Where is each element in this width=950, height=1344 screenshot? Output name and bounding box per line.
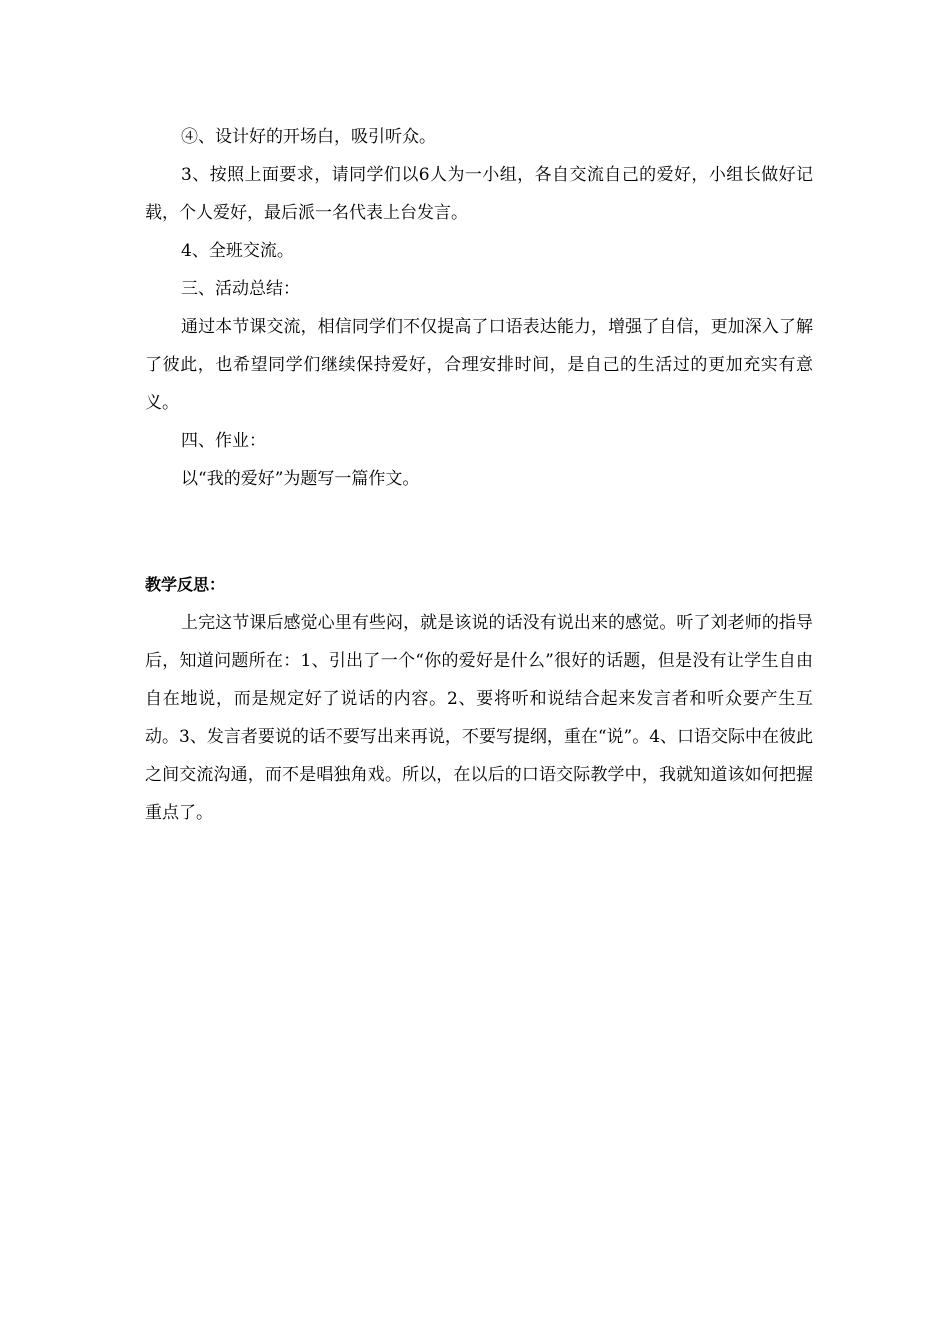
section-spacer (145, 498, 813, 566)
step-class-exchange: 4、全班交流。 (181, 241, 294, 261)
summary-paragraph: 通过本节课交流，相信同学们不仅提高了口语表达能力，增强了自信，更加深入了解了彼此，也希望同学们继续保持爱好，合理安排时间，是自己的生活过的更加充实有意义。 (145, 317, 813, 413)
document-page (145, 118, 813, 832)
reflection-heading: 教学反思： (145, 575, 226, 594)
step-opening-line: ④、设计好的开场白，吸引听众。 (181, 127, 436, 147)
reflection-paragraph: 上完这节课后感觉心里有些闷，就是该说的话没有说出来的感觉。听了刘老师的指导后，知道问题所在：1、引出了一个“你的爱好是什么”很好的话题，但是没有让学生自由自在地说，而是规定好了说话的内容。2、要将听和说结合起来发言者和听众要产生互动。3、发言者要说的话不要写出来再说，不要写提纲，重在“说”。4、口语交际中在彼此之间交流沟通，而不是唱独角戏。所以，在以后的口语交际教学中，我就知道该如何把握重点了。 (145, 613, 814, 823)
step-group-exchange: 3、按照上面要求，请同学们以6人为一小组，各自交流自己的爱好，小组长做好记载，个人爱好，最后派一名代表上台发言。 (145, 165, 813, 223)
homework-paragraph: 以“我的爱好”为题写一篇作文。 (181, 469, 420, 489)
section-homework-title: 四、作业： (181, 431, 266, 451)
section-summary-title: 三、活动总结： (181, 279, 300, 299)
